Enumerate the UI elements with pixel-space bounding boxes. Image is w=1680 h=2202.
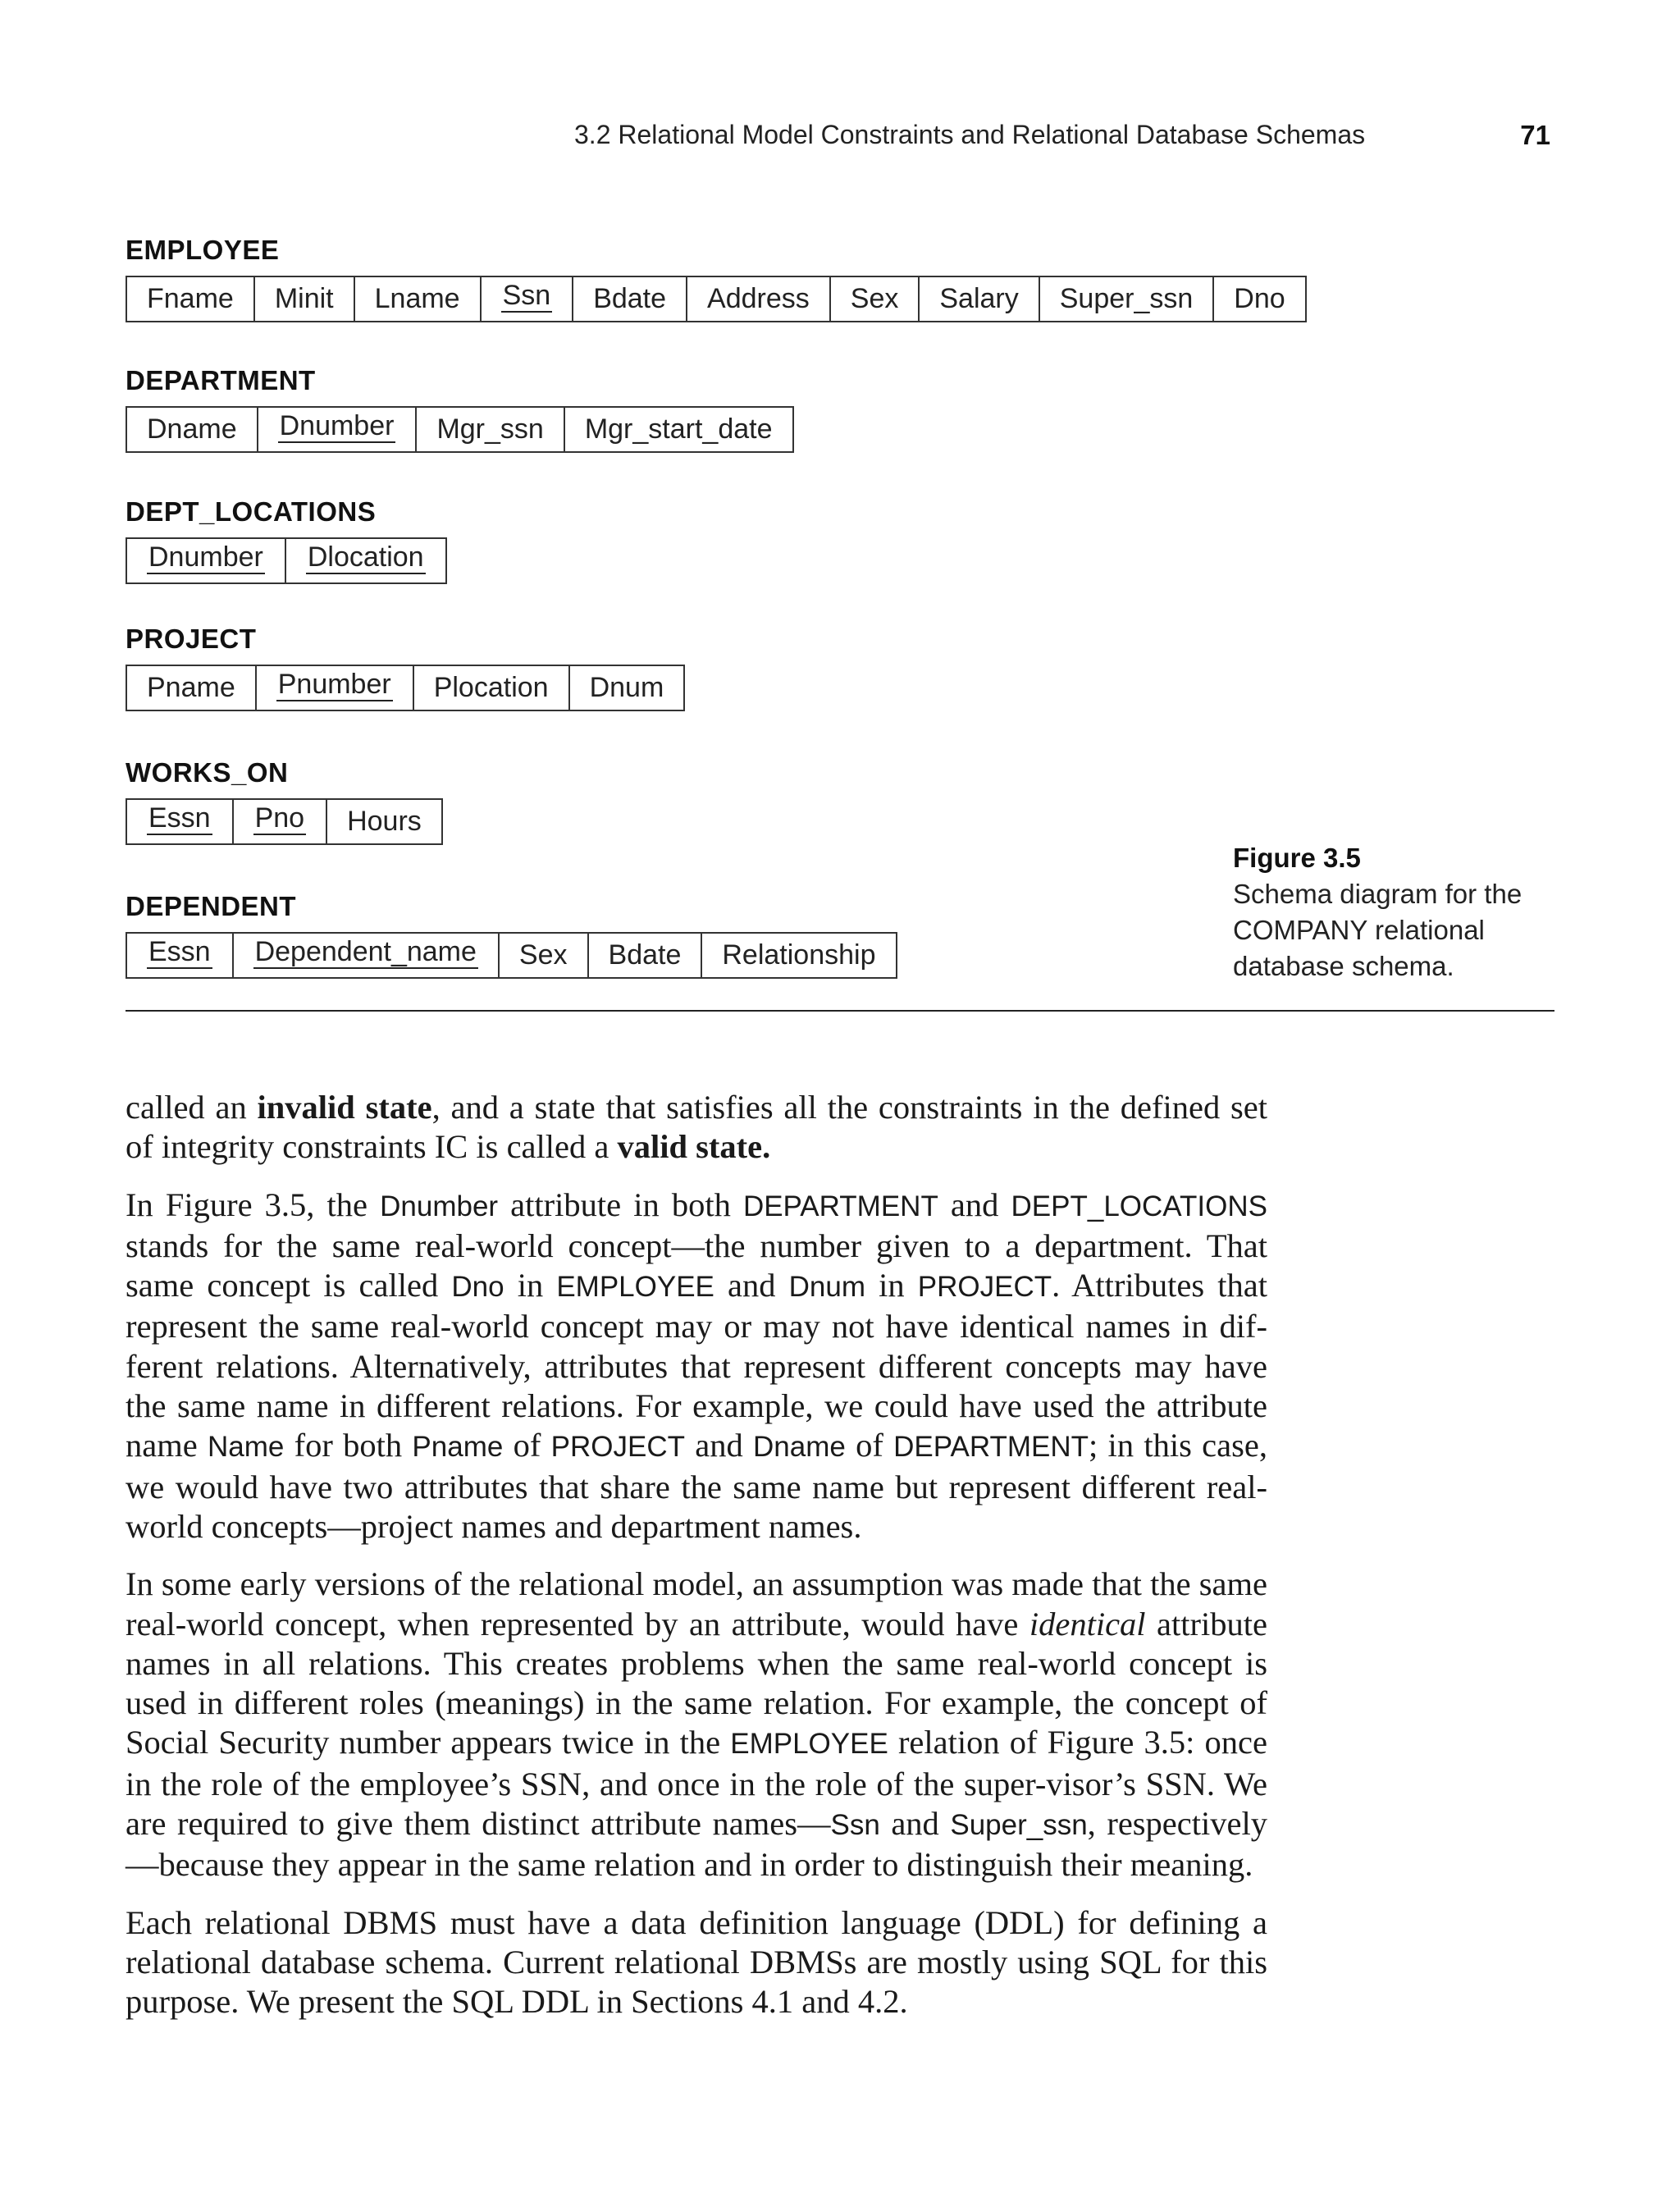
text-run: for both bbox=[284, 1427, 413, 1464]
schema-identifier: Ssn bbox=[830, 1809, 880, 1842]
text-run: . Attributes that represent the same real-world concept may or may not have identical names in dif-ferent relations. Alternatively, attributes that represent different concepts may have the same name in different relations. For example, we could have used the attribute name bbox=[126, 1267, 1267, 1464]
schema-identifier: Super_ssn bbox=[950, 1809, 1088, 1842]
key-attribute-label: Ssn bbox=[502, 279, 551, 311]
text-run: attribute in both bbox=[498, 1186, 743, 1223]
attribute-cell: Dname bbox=[127, 408, 258, 451]
relation-works-on bbox=[126, 755, 443, 845]
attribute-cell: Plocation bbox=[414, 666, 570, 710]
text-run: relation of Figure 3.5: once in the role of the employee’s SSN, and once in the role of the super-visor’s SSN. We are required to give them distinct attribute names— bbox=[126, 1724, 1267, 1843]
attribute-row bbox=[126, 932, 897, 979]
attribute-cell: Relationship bbox=[722, 939, 876, 971]
key-attribute-cell bbox=[127, 539, 286, 582]
text-run: ; in this case, we would have two attributes that share the same name but represent different real-world concepts—project names and department names. bbox=[126, 1427, 1267, 1545]
attribute-row bbox=[126, 276, 1307, 322]
paragraph bbox=[126, 1088, 1267, 1167]
schema-identifier: PROJECT bbox=[917, 1271, 1052, 1304]
figure-caption bbox=[1233, 840, 1561, 985]
relation-department bbox=[126, 363, 794, 453]
attribute-cell: Mgr_start_date bbox=[584, 413, 773, 445]
attribute-cell: Address bbox=[687, 277, 831, 321]
schema-identifier: Name bbox=[207, 1431, 285, 1464]
relation-name: EMPLOYEE bbox=[126, 235, 280, 265]
schema-identifier: Dno bbox=[451, 1271, 504, 1304]
text-run: attribute names in all relations. This creates problems when the same real-world concept is used in different roles (meanings) in the same relation. For example, the concept of Social Security number appears twice in the bbox=[126, 1605, 1267, 1761]
figure-divider bbox=[126, 1010, 1554, 1012]
key-attribute-cell bbox=[482, 277, 574, 321]
key-attribute-label: Pnumber bbox=[277, 668, 391, 700]
figure-label: Figure 3.5 bbox=[1233, 843, 1361, 873]
attribute-cell: Dno bbox=[1234, 283, 1285, 314]
attribute-row bbox=[126, 665, 685, 711]
relation-name: WORKS_ON bbox=[126, 757, 289, 788]
key-attribute-label: Dnumber bbox=[279, 409, 395, 441]
attribute-cell: Hours bbox=[347, 806, 422, 837]
schema-identifier: PROJECT bbox=[550, 1431, 685, 1464]
relation-name: DEPARTMENT bbox=[126, 365, 316, 395]
attribute-cell: Pname bbox=[127, 666, 257, 710]
key-attribute-cell bbox=[258, 408, 418, 451]
text-run: in bbox=[504, 1267, 557, 1304]
relation-dependent bbox=[126, 889, 897, 979]
key-attribute-cell bbox=[234, 800, 328, 843]
relation-name: DEPENDENT bbox=[126, 891, 297, 921]
running-title: 3.2 Relational Model Constraints and Relational Database Schemas bbox=[574, 120, 1366, 149]
text-run: In some early versions of the relational model, an assumption was made that the same real-world concept, when represented by an attribute, would have bbox=[126, 1565, 1267, 1642]
text-run: in bbox=[865, 1267, 918, 1304]
attribute-cell: Minit bbox=[255, 277, 355, 321]
attribute-cell: Bdate bbox=[573, 277, 687, 321]
key-attribute-cell bbox=[234, 934, 500, 977]
paragraph bbox=[126, 1565, 1267, 1884]
schema-identifier: Dnumber bbox=[380, 1190, 499, 1222]
text-run: Each relational DBMS must have a data definition language (DDL) for defining a relational database schema. Current relational DBMSs are mostly using SQL for this purpose. We present the SQL DDL in Sections 4.1 and 4.2. bbox=[126, 1903, 1267, 2021]
attribute-cell: Mgr_ssn bbox=[417, 408, 564, 451]
key-attribute-label: Dlocation bbox=[307, 541, 424, 573]
text-run: and bbox=[714, 1267, 789, 1304]
schema-identifier: EMPLOYEE bbox=[730, 1728, 888, 1761]
attribute-cell: Sex bbox=[500, 934, 589, 977]
schema-identifier: Dname bbox=[753, 1431, 846, 1464]
key-attribute-label: Dependent_name bbox=[254, 935, 477, 967]
attribute-cell: Lname bbox=[355, 277, 482, 321]
relation-employee bbox=[126, 232, 1307, 322]
schema-identifier: Pname bbox=[412, 1431, 504, 1464]
key-attribute-label: Pno bbox=[254, 802, 305, 834]
key-attribute-cell bbox=[127, 934, 234, 977]
key-attribute-label: Essn bbox=[148, 802, 211, 834]
attribute-cell: Super_ssn bbox=[1040, 277, 1215, 321]
text-run: and bbox=[938, 1186, 1011, 1223]
relation-name: DEPT_LOCATIONS bbox=[126, 496, 377, 527]
relation-dept-locations bbox=[126, 494, 447, 584]
schema-identifier: Dnum bbox=[788, 1271, 866, 1304]
bold-term: valid state. bbox=[617, 1128, 771, 1166]
schema-identifier: DEPARTMENT bbox=[742, 1190, 938, 1222]
body-text bbox=[126, 1088, 1267, 2040]
text-run: and bbox=[684, 1427, 754, 1464]
schema-identifier: EMPLOYEE bbox=[556, 1271, 714, 1304]
text-run: of bbox=[845, 1427, 894, 1464]
relation-project bbox=[126, 621, 685, 711]
text-run: called an bbox=[126, 1089, 258, 1126]
italic-term: identical bbox=[1029, 1605, 1146, 1642]
relation-name: PROJECT bbox=[126, 624, 257, 654]
text-run: , respectively—because they appear in the same relation and in order to distinguish their meaning. bbox=[126, 1805, 1267, 1884]
key-attribute-label: Dnumber bbox=[148, 541, 263, 573]
key-attribute-cell bbox=[127, 800, 234, 843]
attribute-cell: Salary bbox=[920, 277, 1039, 321]
schema-identifier: DEPARTMENT bbox=[893, 1431, 1089, 1464]
attribute-cell: Sex bbox=[831, 277, 920, 321]
attribute-row bbox=[126, 406, 794, 453]
key-attribute-label: Essn bbox=[148, 935, 211, 967]
caption-line: database schema. bbox=[1233, 951, 1454, 981]
key-attribute-cell bbox=[257, 666, 414, 710]
attribute-cell: Dnum bbox=[589, 672, 664, 703]
page-number: 71 bbox=[1520, 120, 1550, 150]
bold-term: invalid state bbox=[257, 1089, 432, 1126]
text-run: stands for the same real-world concept—the number given to a department. That same concept is called bbox=[126, 1227, 1267, 1304]
text-run: and bbox=[879, 1805, 951, 1843]
caption-line: Schema diagram for the bbox=[1233, 879, 1522, 909]
key-attribute-cell bbox=[286, 539, 445, 582]
running-header bbox=[574, 120, 1550, 156]
schema-identifier: DEPT_LOCATIONS bbox=[1011, 1190, 1267, 1222]
paragraph bbox=[126, 1903, 1267, 2022]
attribute-cell: Fname bbox=[127, 277, 255, 321]
paragraph bbox=[126, 1186, 1267, 1547]
attribute-cell: Bdate bbox=[589, 934, 703, 977]
caption-line: COMPANY relational bbox=[1233, 915, 1485, 945]
text-run: of bbox=[503, 1427, 551, 1464]
attribute-row bbox=[126, 537, 447, 584]
attribute-row bbox=[126, 798, 443, 845]
text-run: In Figure 3.5, the bbox=[126, 1186, 381, 1223]
text-run: , and a state that satisfies all the constraints in the defined set of integrity constraints IC is called a bbox=[126, 1089, 1268, 1166]
